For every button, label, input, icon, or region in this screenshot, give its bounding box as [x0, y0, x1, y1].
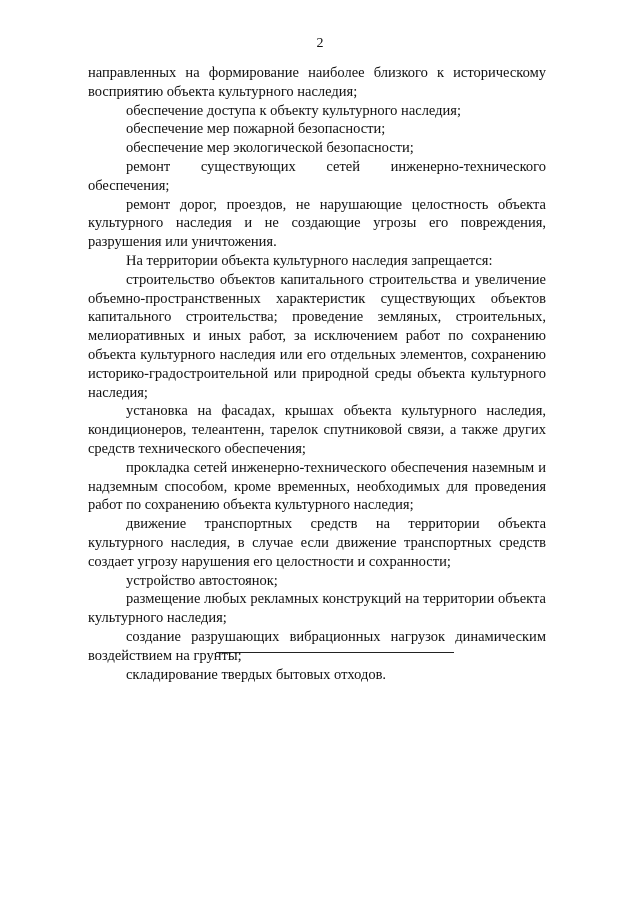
paragraph-network-laying-ban: прокладка сетей инженерно-технического обеспечения наземным и надземным способом, кроме временных, необходимых для проведения работ по сохранению объекта культурного наследия; — [88, 459, 546, 514]
paragraph-continuation: направленных на формирование наиболее близкого к историческому восприятию объекта культурного наследия; — [88, 65, 546, 100]
paragraph-fire-safety: обеспечение мер пожарной безопасности; — [126, 121, 386, 138]
paragraph-road-repair: ремонт дорог, проездов, не нарушающие целостность объекта культурного наследия и не создающие угрозы его повреждения, разрушения или уничтожения. — [88, 196, 546, 251]
paragraph-prohibitions-heading: На территории объекта культурного наследия запрещается: — [126, 252, 493, 269]
paragraph-access: обеспечение доступа к объекту культурного наследия; — [126, 102, 462, 119]
end-of-text-rule — [216, 652, 454, 653]
paragraph-ecological-safety: обеспечение мер экологической безопасности; — [126, 140, 414, 157]
paragraph-facade-equipment-ban: установка на фасадах, крышах объекта культурного наследия, кондиционеров, телеантенн, тарелок спутниковой связи, а также других средств технического обеспечения; — [88, 403, 546, 457]
paragraph-vibration-ban: создание разрушающих вибрационных нагрузок динамическим воздействием на грунты; — [88, 628, 546, 664]
paragraph-network-repair: ремонт существующих сетей инженерно-технического обеспечения; — [88, 158, 546, 194]
document-body — [88, 64, 546, 684]
paragraph-advertising-ban: размещение любых рекламных конструкций на территории объекта культурного наследия; — [88, 591, 546, 627]
paragraph-construction-ban: строительство объектов капитального строительства и увеличение объемно-пространственных характеристик существующих объектов капитального строительства; проведение земляных, строительных, мелиоративных и иных работ, за исключением работ по сохранению объекта культурного наследия или его отдельных элементов, сохранению историко-градостроительной или природной среды объекта культурного наследия; — [88, 271, 546, 401]
page-number: 2 — [316, 36, 324, 51]
paragraph-parking-ban: устройство автостоянок; — [126, 572, 278, 589]
paragraph-vehicle-traffic-ban: движение транспортных средств на территории объекта культурного наследия, в случае если движение транспортных средств создает угрозу нарушения его целостности и сохранности; — [88, 516, 546, 570]
paragraph-waste-storage-ban: складирование твердых бытовых отходов. — [126, 666, 387, 683]
